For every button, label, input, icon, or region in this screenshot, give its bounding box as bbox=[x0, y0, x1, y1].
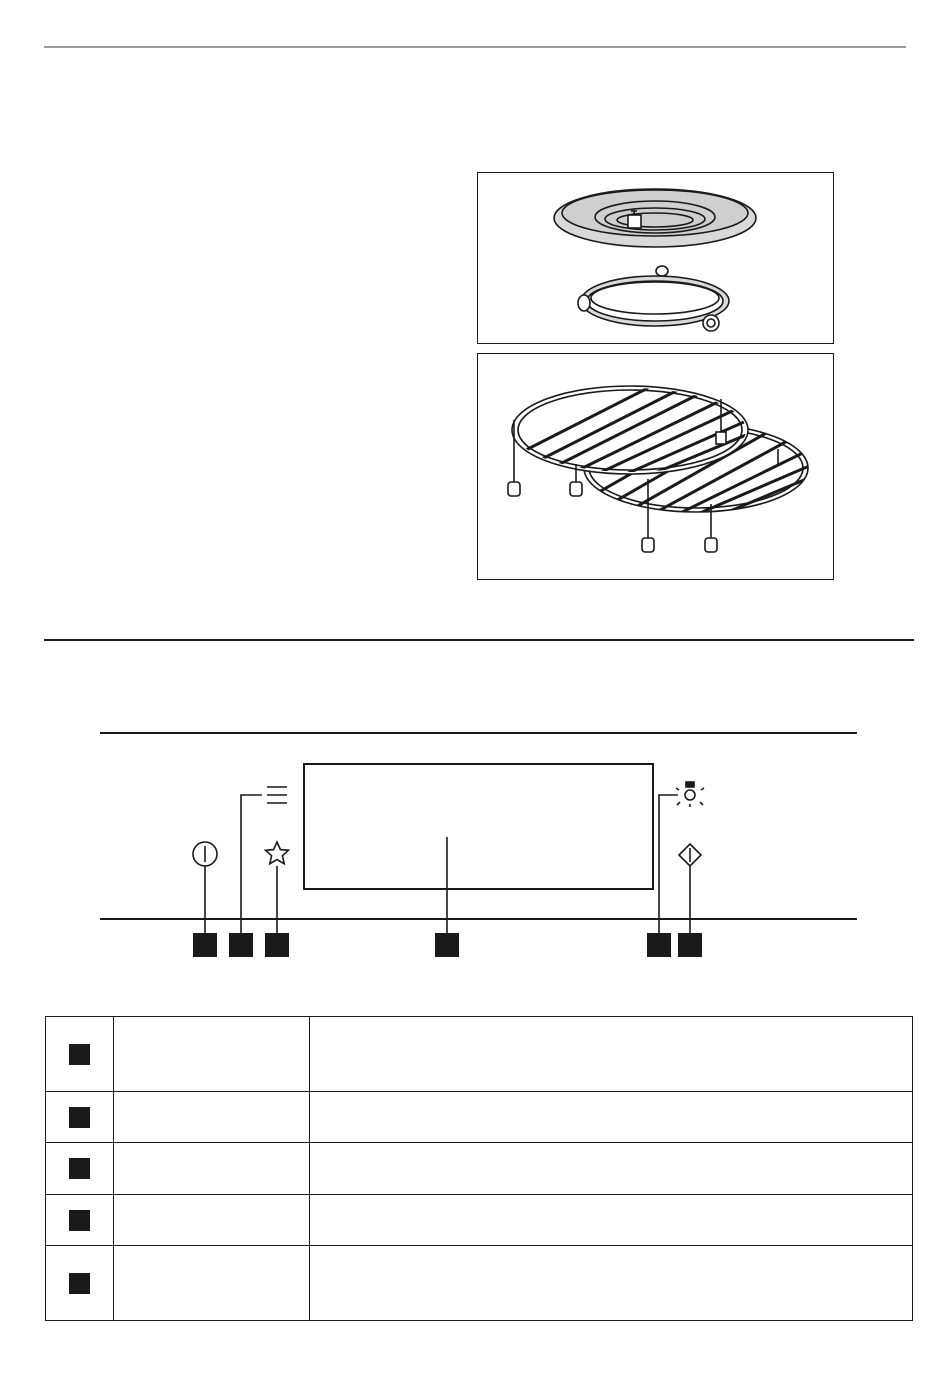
table-row bbox=[46, 1017, 913, 1092]
legend-description bbox=[310, 1195, 913, 1246]
callout-marker bbox=[69, 1210, 90, 1231]
legend-marker-cell bbox=[46, 1017, 114, 1092]
callout-marker bbox=[265, 933, 289, 957]
favourite-star-icon[interactable] bbox=[266, 842, 289, 864]
light-icon[interactable] bbox=[676, 782, 704, 807]
legend-description bbox=[310, 1246, 913, 1321]
table-row bbox=[46, 1143, 913, 1195]
table-row bbox=[46, 1246, 913, 1321]
menu-icon[interactable] bbox=[267, 787, 287, 803]
legend-marker-cell bbox=[46, 1143, 114, 1195]
legend-term bbox=[114, 1092, 310, 1143]
callout-marker bbox=[69, 1107, 90, 1128]
control-panel-diagram bbox=[0, 725, 950, 965]
legend-description bbox=[310, 1143, 913, 1195]
power-icon[interactable] bbox=[193, 842, 217, 866]
callout-marker bbox=[229, 933, 253, 957]
legend-term bbox=[114, 1017, 310, 1092]
turntable-icon bbox=[478, 173, 833, 343]
legend-marker-cell bbox=[46, 1246, 114, 1321]
top-rule bbox=[44, 46, 906, 48]
callout-marker bbox=[69, 1044, 90, 1065]
callout-marker bbox=[435, 933, 459, 957]
legend-marker-cell bbox=[46, 1092, 114, 1143]
turntable-figure bbox=[477, 172, 834, 344]
legend-description bbox=[310, 1017, 913, 1092]
legend-term bbox=[114, 1195, 310, 1246]
start-icon[interactable] bbox=[679, 844, 701, 866]
legend-description bbox=[310, 1092, 913, 1143]
callout-marker bbox=[69, 1158, 90, 1179]
callout-marker bbox=[69, 1273, 90, 1294]
display-screen bbox=[304, 764, 653, 889]
section-rule bbox=[44, 639, 914, 641]
table-row bbox=[46, 1092, 913, 1143]
table-row bbox=[46, 1195, 913, 1246]
racks-figure bbox=[477, 353, 834, 580]
callout-marker bbox=[193, 933, 217, 957]
wire-rack-icon bbox=[478, 354, 833, 579]
callout-marker bbox=[647, 933, 671, 957]
legend-marker-cell bbox=[46, 1195, 114, 1246]
legend-term bbox=[114, 1246, 310, 1321]
callout-marker bbox=[678, 933, 702, 957]
legend-term bbox=[114, 1143, 310, 1195]
legend-table bbox=[45, 1016, 913, 1321]
